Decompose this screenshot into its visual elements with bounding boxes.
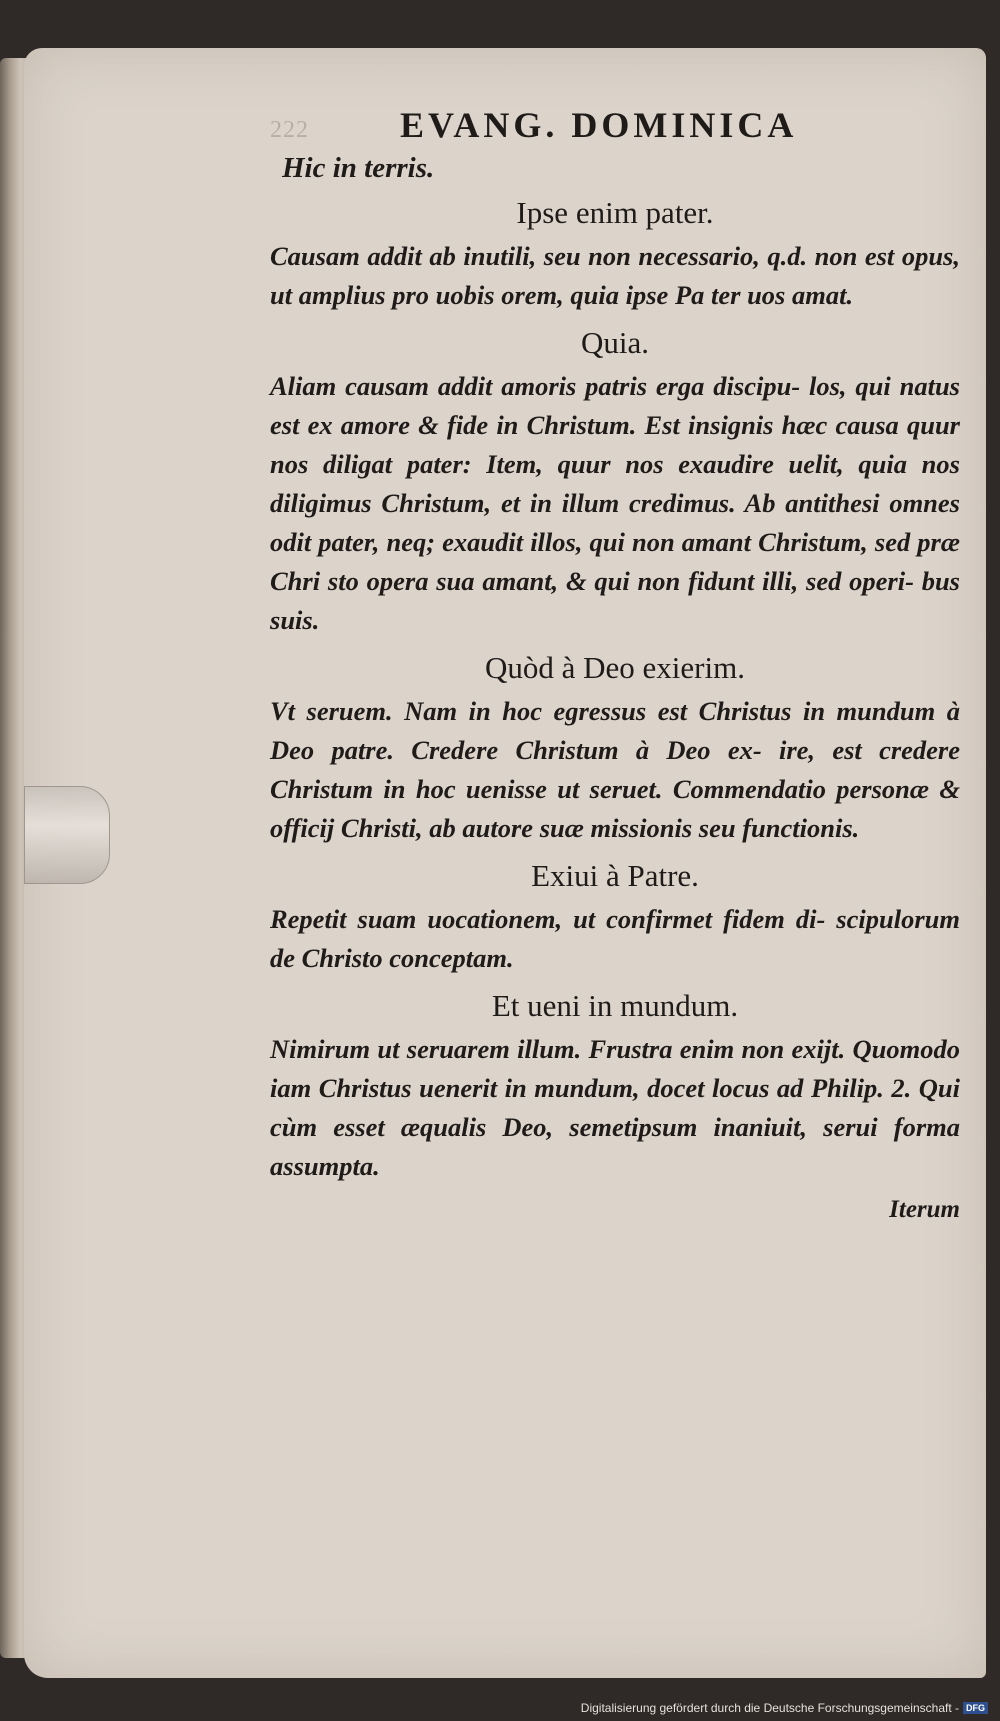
section-paragraph: Repetit suam uocationem, ut confirmet fidem di- scipulorum de Christo conceptam. — [270, 904, 960, 973]
catchword: Iterum — [889, 1196, 960, 1223]
section-heading: Et ueni in mundum. — [491, 988, 739, 1023]
section-paragraph: Causam addit ab inutili, seu non necessario, q.d. non est opus, ut amplius pro uobis orem, quia ipse Pa ter uos amat. — [270, 241, 960, 310]
running-head-title: EVANG. DOMINICA — [400, 105, 798, 145]
top-heading: Hic in terris. — [282, 152, 435, 184]
section-et-ueni-in-mundum — [270, 988, 960, 1186]
section-paragraph: Vt seruem. Nam in hoc egressus est Christus in mundum à Deo patre. Credere Christum à Deo ex- ire, est credere Christum in hoc uenisse ut seruet. Commendatio personæ & officij Christi, ab autore suæ missionis seu functionis. — [270, 696, 960, 843]
dfg-logo-icon: DFG — [963, 1702, 988, 1714]
section-paragraph: Nimirum ut seruarem illum. Frustra enim non exijt. Quomodo iam Christus uenerit in mundum, docet locus ad Philip. 2. Qui cùm esset æqualis Deo, semetipsum inaniuit, serui forma assumpta. — [270, 1034, 960, 1181]
page-text — [270, 104, 960, 1224]
section-heading: Ipse enim pater. — [516, 195, 714, 230]
page-clip — [24, 786, 110, 884]
section-exiui-a-patre — [270, 858, 960, 978]
section-ipse-enim-pater — [270, 195, 960, 315]
section-heading: Quia. — [580, 325, 649, 360]
section-heading: Exiui à Patre. — [531, 858, 699, 893]
section-heading: Quòd à Deo exierim. — [485, 650, 745, 685]
page-number: 222 — [270, 117, 309, 143]
running-head — [270, 104, 960, 146]
credit-text: Digitalisierung gefördert durch die Deutsche Forschungsgemeinschaft - — [580, 1701, 959, 1715]
section-quia — [270, 325, 960, 640]
digitization-credit — [581, 1701, 988, 1715]
section-quod-a-deo-exierim — [270, 650, 960, 848]
section-paragraph: Aliam causam addit amoris patris erga discipu- los, qui natus est ex amore & fide in Christum. Est insignis hæc causa quur nos diligat pater: Item, quur nos exaudire uelit, quia nos diligimus Christum, et in illum credimus. Ab antithesi omnes odit pater, neq; exaudit illos, qui non amant Christum, sed præ Chri sto opera sua amant, & qui non fidunt illi, sed operi- bus suis. — [270, 371, 960, 635]
